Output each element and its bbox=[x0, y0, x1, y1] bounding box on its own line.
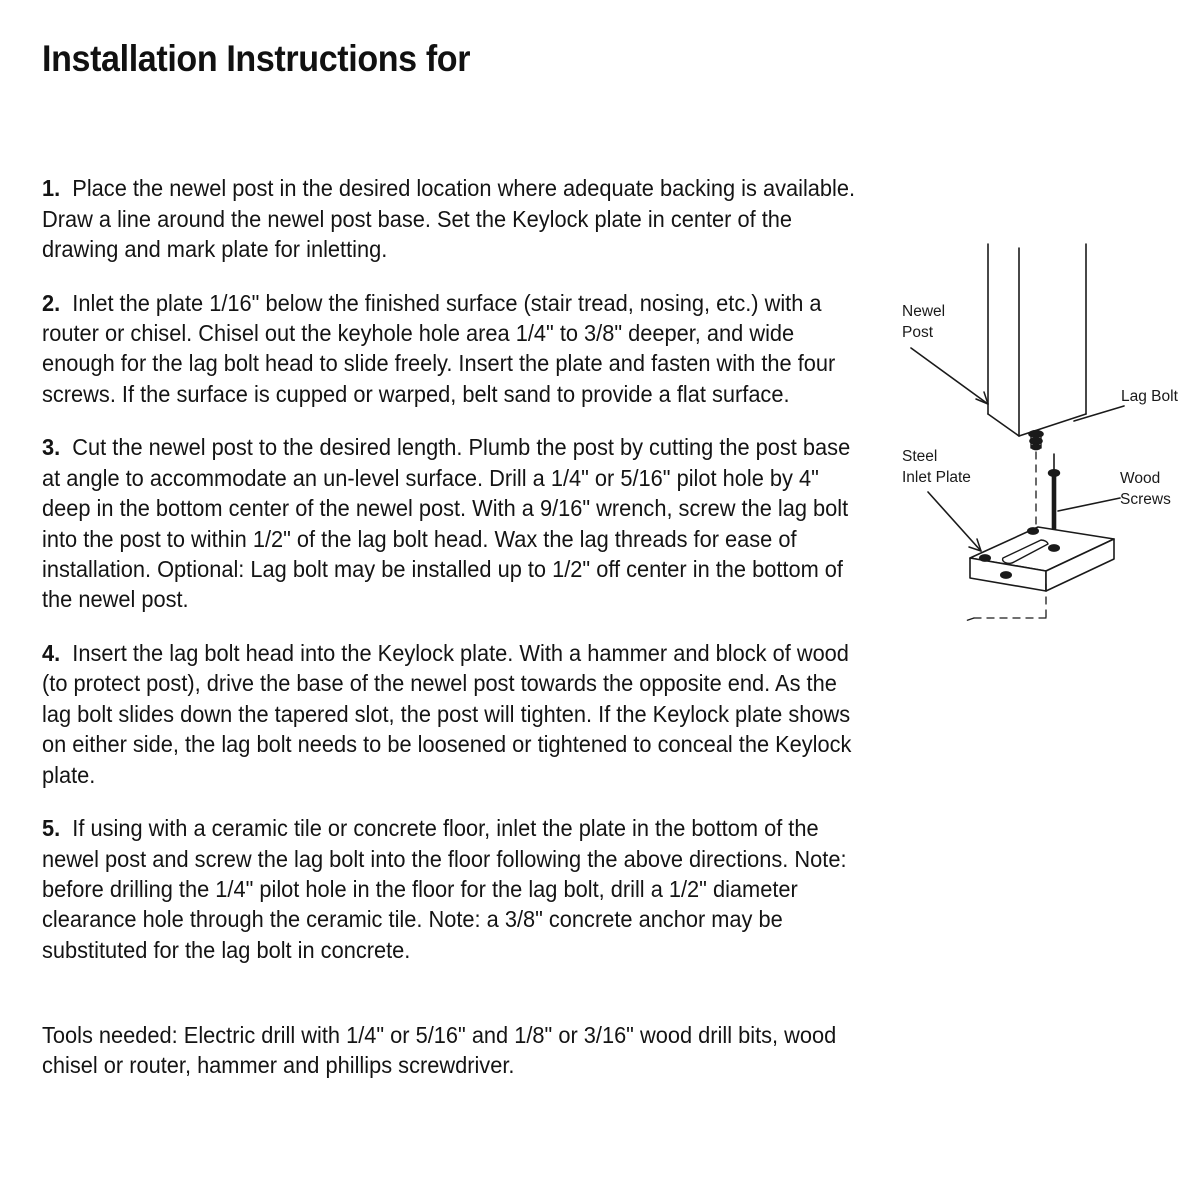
leader-lag-bolt bbox=[1074, 406, 1124, 421]
hidden-edge-dashed-lines bbox=[962, 584, 1046, 622]
label-newel-post-line2: Post bbox=[902, 324, 934, 341]
step-text-1: Place the newel post in the desired location where adequate backing is available. Draw a line around the newel post base. Set the Keylock plate in center of the drawing and mark plate for inletting. bbox=[42, 175, 856, 262]
leader-wood-screws bbox=[1058, 498, 1120, 511]
label-wood-screws-line2: Screws bbox=[1120, 491, 1171, 508]
instruction-step-5 bbox=[42, 813, 860, 965]
instruction-step-1 bbox=[42, 173, 860, 264]
leader-newel-post bbox=[911, 348, 988, 404]
step-number-1: 1. bbox=[42, 175, 61, 202]
instruction-step-2 bbox=[42, 288, 860, 410]
label-steel-plate-line2: Inlet Plate bbox=[902, 469, 971, 486]
label-wood-screws-line1: Wood bbox=[1120, 470, 1161, 487]
tools-needed-note: Tools needed: Electric drill with 1/4" or 5/16" and 1/8" or 3/16" wood drill bits, wood chisel or router, hammer and phillips screwdriver. bbox=[42, 1022, 837, 1079]
step-text-3: Cut the newel post to the desired length. Plumb the post by cutting the post base at angle to accommodate an un-level surface. Drill a 1/4" or 5/16" pilot hole by 4" deep in the bottom center of the newel post. With a 9/16" wrench, screw the lag bolt into the post to within 1/2" of the lag bolt head. Wax the lag threads for ease of installation. Optional: Lag bolt may be installed up to 1/2" off center in the bottom of the newel post. bbox=[42, 434, 851, 613]
lag-bolt-shape bbox=[1029, 431, 1043, 450]
step-number-3: 3. bbox=[42, 434, 61, 461]
steel-inlet-plate-shape bbox=[970, 527, 1114, 591]
step-number-5: 5. bbox=[42, 815, 61, 842]
step-number-2: 2. bbox=[42, 289, 61, 316]
leader-steel-plate bbox=[928, 492, 981, 551]
instruction-step-4 bbox=[42, 638, 860, 790]
newel-post-shape bbox=[988, 244, 1086, 436]
assembly-diagram-svg bbox=[878, 236, 1200, 626]
page-title: Installation Instructions for bbox=[42, 38, 471, 79]
step-number-4: 4. bbox=[42, 640, 61, 667]
label-steel-plate-line1: Steel bbox=[902, 448, 938, 465]
instructions-list bbox=[42, 150, 860, 987]
label-lag-bolt: Lag Bolt bbox=[1121, 388, 1178, 405]
step-text-2: Inlet the plate 1/16" below the finished surface (stair tread, nosing, etc.) with a router or chisel. Chisel out the keyhole hole area 1/4" to 3/8" deeper, and wide enough for the lag bolt head to slide freely. Insert the plate and fasten with the four screws. If the surface is cupped or warped, belt sand to provide a flat surface. bbox=[42, 289, 836, 407]
instruction-step-3 bbox=[42, 432, 860, 614]
step-text-5: If using with a ceramic tile or concrete floor, inlet the plate in the bottom of the newel post and screw the lag bolt into the floor following the above directions. Note: before drilling the 1/4" pilot hole in the floor for the lag bolt, drill a 1/2" diameter clearance hole through the ceramic tile. Note: a 3/8" concrete anchor may be substituted for the lag bolt in concrete. bbox=[42, 815, 847, 963]
assembly-diagram bbox=[878, 236, 1200, 626]
step-text-4: Insert the lag bolt head into the Keylock plate. With a hammer and block of wood (to protect post), drive the base of the newel post towards the opposite end. As the lag bolt slides down the tapered slot, the post will tighten. If the Keylock plate shows on either side, the lag bolt needs to be loosened or tightened to conceal the Keylock plate. bbox=[42, 640, 852, 788]
label-newel-post-line1: Newel bbox=[902, 303, 946, 320]
